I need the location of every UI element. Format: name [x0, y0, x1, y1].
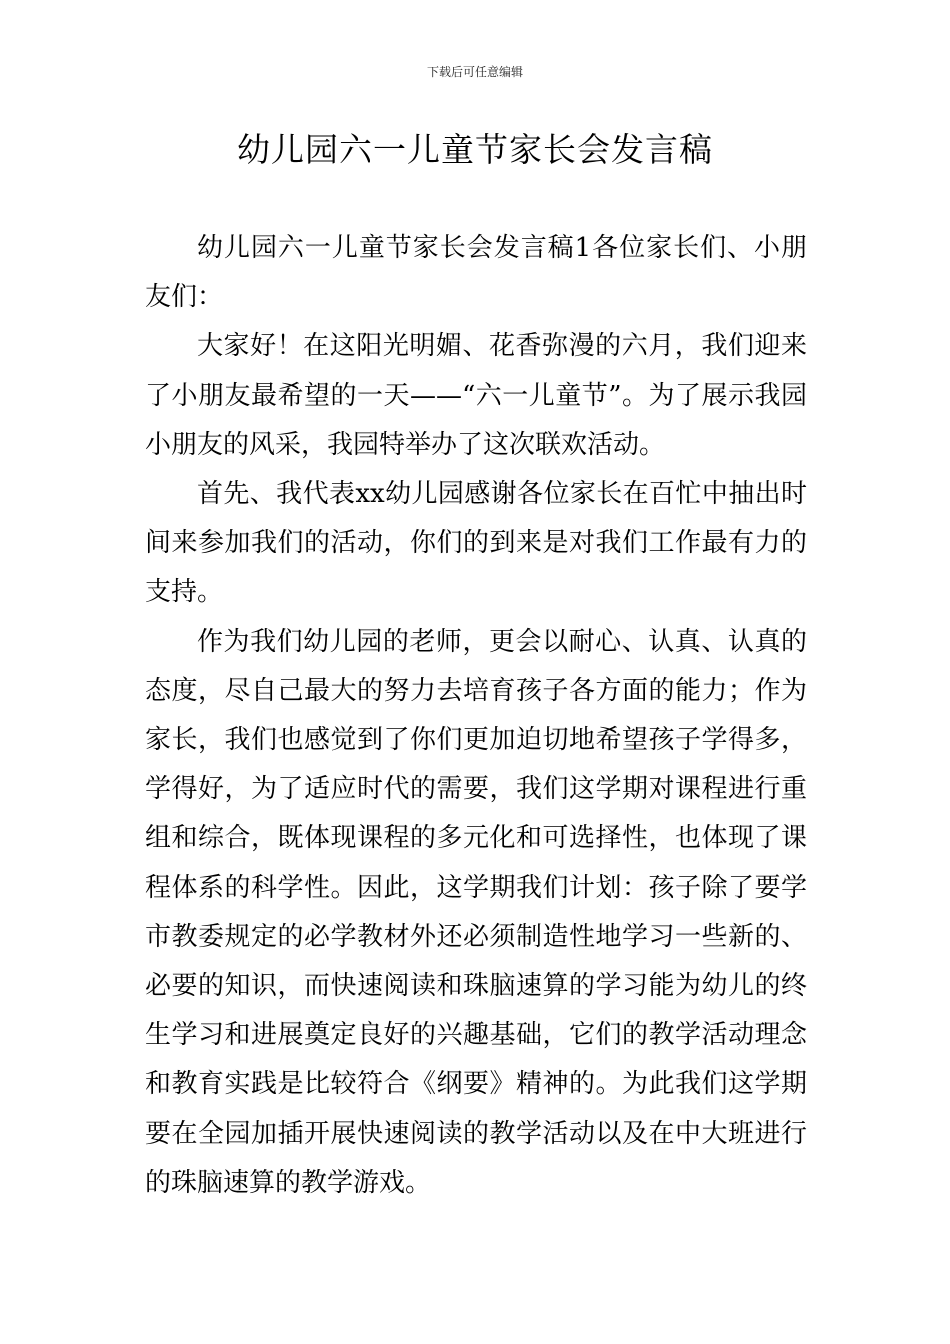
paragraph-thanks: 首先、我代表xx幼儿园感谢各位家长在百忙中抽出时间来参加我们的活动，你们的到来是对我们工作最有力的支持。	[145, 479, 807, 608]
document-body	[145, 224, 807, 1208]
header-note: 下载后可任意编辑	[426, 65, 523, 79]
document-title: 幼儿园六一儿童节家长会发言稿	[237, 130, 713, 169]
paragraph-greeting: 幼儿园六一儿童节家长会发言稿1各位家长们、小朋友们：	[145, 233, 807, 313]
paragraph-plan: 作为我们幼儿园的老师，更会以耐心、认真、认真的态度，尽自己最大的努力去培育孩子各方面的能力；作为家长，我们也感觉到了你们更加迫切地希望孩子学得多，学得好，为了适应时代的需要，我们这学期对课程进行重组和综合，既体现课程的多元化和可选择性，也体现了课程体系的科学性。因此，这学期我们计划：孩子除了要学市教委规定的必学教材外还必须制造性地学习一些新的、必要的知识，而快速阅读和珠脑速算的学习能为幼儿的终生学习和进展奠定良好的兴趣基础，它们的教学活动理念和教育实践是比较符合《纲要》精神的。为此我们这学期要在全园加插开展快速阅读的教学活动以及在中大班进行的珠脑速算的教学游戏。	[145, 626, 807, 1198]
paragraph-opening: 大家好！在这阳光明媚、花香弥漫的六月，我们迎来了小朋友最希望的一天——“六一儿童节”。为了展示我园小朋友的风采，我园特举办了这次联欢活动。	[145, 331, 807, 460]
